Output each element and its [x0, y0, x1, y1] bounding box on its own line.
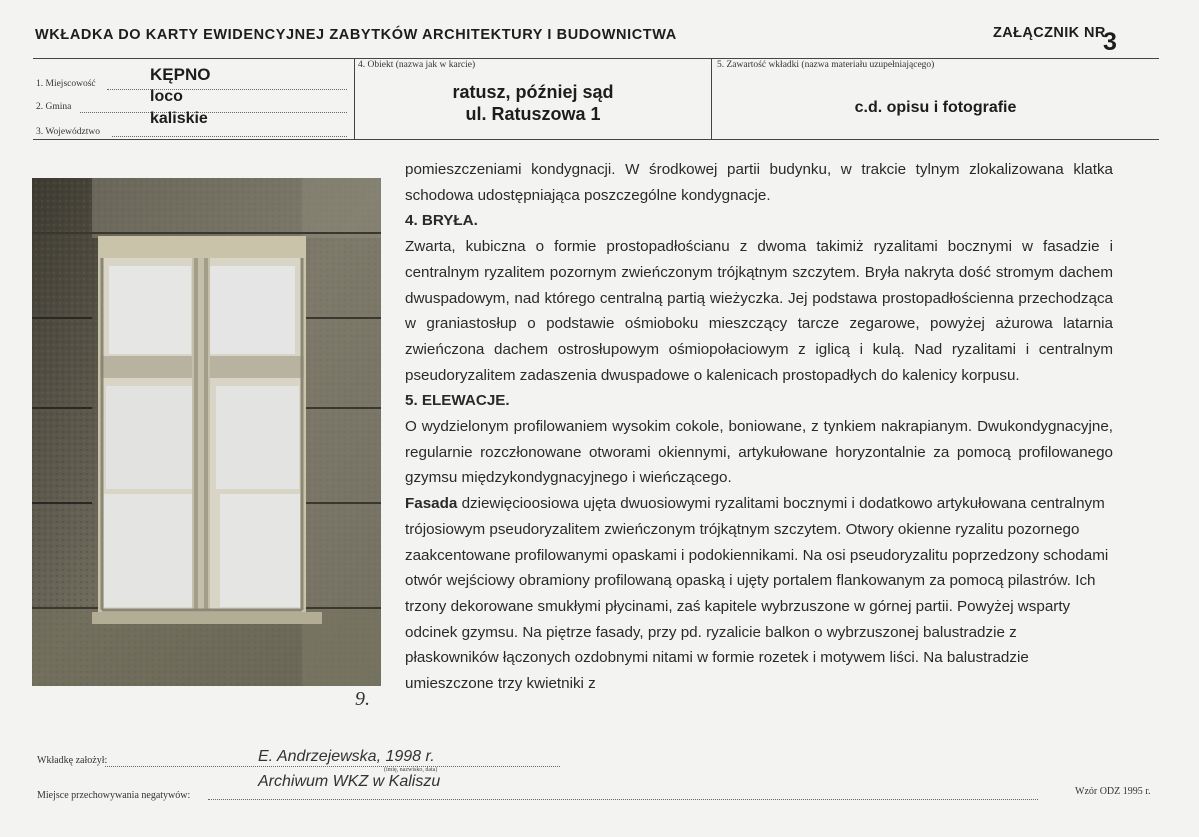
- author-value: E. Andrzejewska, 1998 r.: [258, 748, 435, 765]
- window-photo: [32, 178, 381, 686]
- form-title: WKŁADKA DO KARTY EWIDENCYJNEJ ZABYTKÓW ARCHITEKTURY I BUDOWNICTWA: [35, 27, 677, 43]
- field-value-wojewodztwo: kaliskie: [150, 110, 208, 127]
- photo-number: 9.: [355, 688, 370, 710]
- contents-label: 5. Zawartość wkładki (nazwa materiału uzupełniającego): [717, 60, 935, 70]
- field-dots-gmina: [80, 112, 347, 113]
- header-bottom-rule: [33, 139, 1159, 140]
- header-top-rule: [33, 58, 1159, 59]
- object-name: ratusz, później sąd: [452, 82, 614, 102]
- paragraph-continuation: pomieszczeniami kondygnacji. W środkowej partii budynku, w trakcie tylnym zlokalizowana klatka schodowa udostępniająca poszczególne kondygnacje.: [405, 161, 1113, 204]
- annex-number: 3: [1103, 28, 1117, 56]
- archive-value: Archiwum WKZ w Kaliszu: [258, 773, 441, 790]
- paragraph-bryla: Zwarta, kubiczna o formie prostopadłościanu z dwoma takimiż ryzalitami bocznymi w fasadzie i centralnym ryzalitem pozornym zwieńczonym trójkątnym szczytem. Bryła nakryta dość stromym dachem dwuspadowym, nad którego centralną partią wieżyczka. Jej podstawa prostopadłościenna przechodząca w graniastosłup o podstawie ośmioboku mieszczący tarcze zegarowe, powyżej ażurowa latarnia zwieńczona dachem ostrosłupowym ośmiopołaciowym z iglicą i kulą. Nad ryzalitami i centralnym pseudoryzalitem zadaszenia dwuspadowe o kalenicach prostopadłych do kalenicy korpusu.: [405, 238, 1113, 384]
- paragraph-elewacje: O wydzielonym profilowaniem wysokim cokole, boniowane, z tynkiem nakrapianym. Dwukondygnacyjne, regularnie rozczłonowane otworami okiennymi, artykułowane horyzontalnie za pomocą profilowanego gzymsu międzykondygnacyjnego i wieńczącego.: [405, 418, 1113, 487]
- field-value-gmina: loco: [150, 88, 183, 105]
- annex-label: ZAŁĄCZNIK NR: [993, 25, 1106, 41]
- object-label: 4. Obiekt (nazwa jak w karcie): [358, 60, 476, 70]
- section-heading-bryla: 4. BRYŁA.: [405, 212, 478, 230]
- author-hint: (imię, nazwisko, data): [384, 767, 438, 773]
- field-label-gmina: 2. Gmina: [36, 102, 72, 112]
- fasada-text: dziewięcioosiowa ujęta dwuosiowymi ryzalitami bocznymi i dodatkowo artykułowana centralnym trójosiowym pseudoryzalitem zwieńczonym trójkątnym szczytem. Otwory okienne ryzalitu pozornego zaakcentowane profilowanymi opaskami i podokiennikami. Na osi pseudoryzalitu poprzedzony schodami otwór wejściowy obramiony profilowaną opaską i ujęty portalem flankowanym za pomocą pilastrów. Ich trzony dekorowane smukłymi płycinami, zaś kapitele wybrzuszone w górnej partii. Powyżej wsparty odcinek gzymsu. Na piętrze fasady, przy pd. ryzalicie balkon o wybrzuszonej balustradzie z płaskowników łączonych ozdobnymi nitami w formie rozetek i motywem liści. Na balustradzie umieszczone trzy kwietniki z: [405, 495, 1109, 693]
- object-address: ul. Ratuszowa 1: [465, 104, 601, 124]
- author-dots: [105, 766, 560, 767]
- author-label: Wkładkę założył:: [37, 755, 108, 766]
- section-heading-elewacje: 5. ELEWACJE.: [405, 392, 510, 410]
- archive-label: Miejsce przechowywania negatywów:: [37, 790, 191, 801]
- field-label-miejscowosc: 1. Miejscowość: [36, 79, 96, 89]
- archive-dots: [208, 799, 1038, 800]
- form-version: Wzór ODZ 1995 r.: [1075, 786, 1151, 797]
- window-photo-graphic: [32, 178, 381, 686]
- field-dots-miejscowosc: [107, 89, 347, 90]
- field-value-miejscowosc: KĘPNO: [150, 65, 211, 84]
- description-text: [405, 157, 1113, 697]
- contents-value: c.d. opisu i fotografie: [854, 99, 1017, 116]
- paragraph-fasada: [405, 491, 1113, 697]
- field-dots-wojewodztwo: [112, 136, 347, 137]
- field-label-wojewodztwo: 3. Województwo: [36, 127, 100, 137]
- fasada-term: Fasada: [405, 495, 458, 513]
